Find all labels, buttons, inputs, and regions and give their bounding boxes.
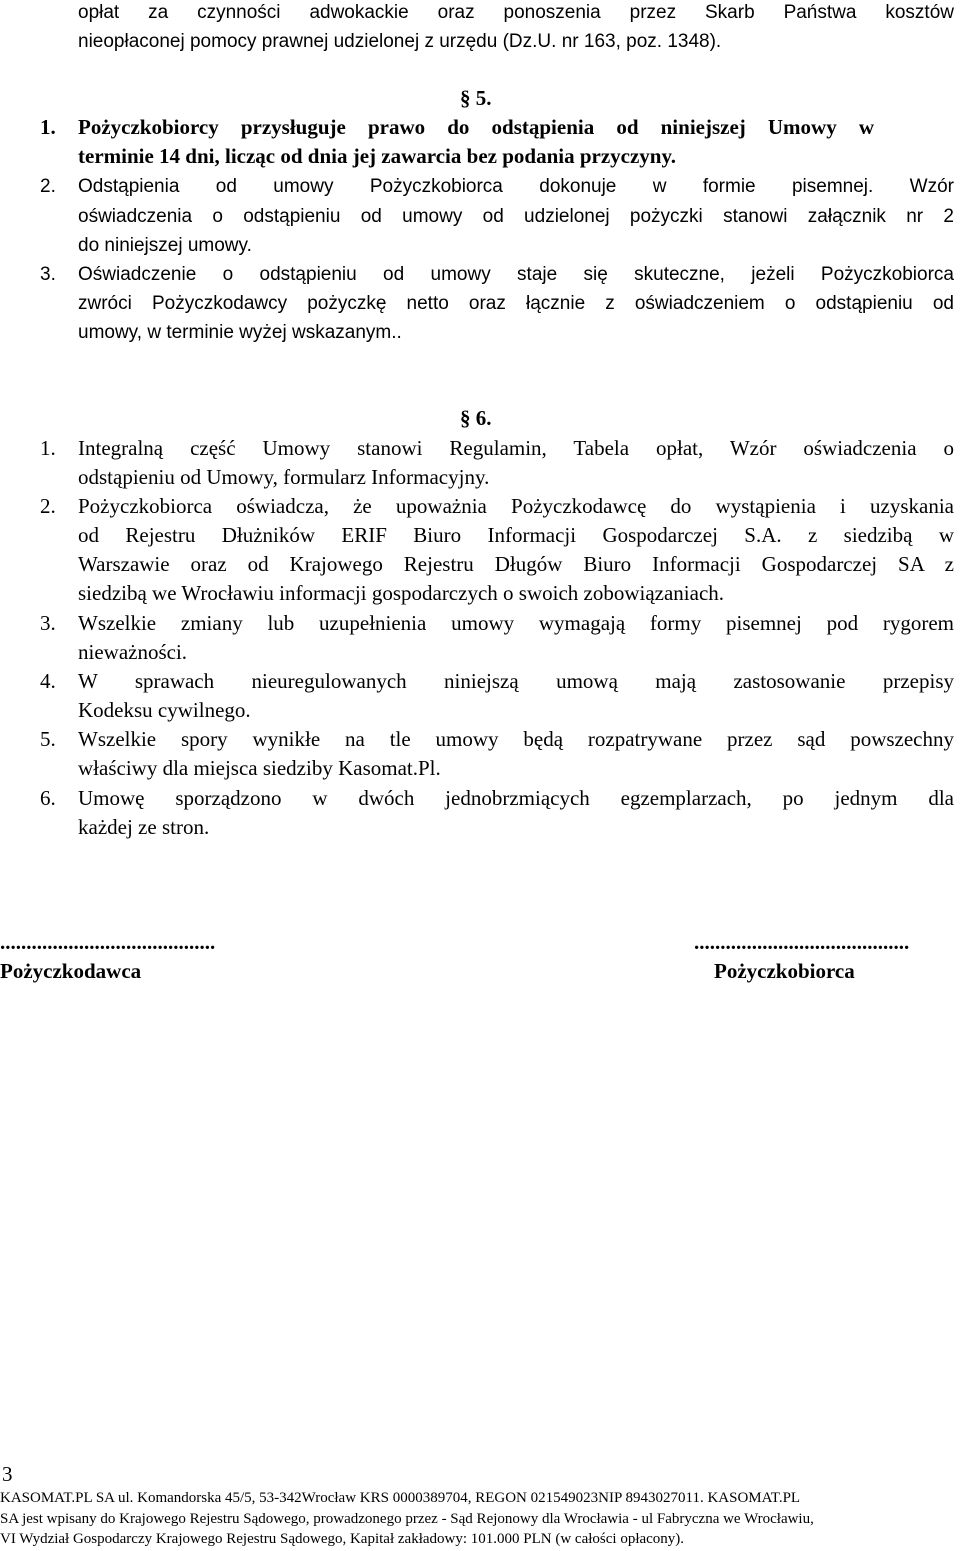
section-6-item-2-line-2: od Rejestru Dłużników ERIF Biuro Informacji Gospodarczej S.A. z siedzibą w bbox=[78, 523, 954, 547]
section-6-item-3-line-1: Wszelkie zmiany lub uzupełnienia umowy wymagają formy pisemnej pod rygorem bbox=[78, 611, 954, 635]
section-5-item-2-number: 2. bbox=[40, 176, 56, 197]
section-5-item-1-line-1: Pożyczkobiorcy przysługuje prawo do odstąpienia od niniejszej Umowy w bbox=[78, 115, 874, 139]
section-5-item-3-line-2: zwróci Pożyczkodawcy pożyczkę netto oraz łącznie z oświadczeniem o odstąpieniu od bbox=[78, 293, 954, 314]
section-5-item-1-number: 1. bbox=[40, 115, 56, 139]
section-5-item-3-line-1: Oświadczenie o odstąpieniu od umowy staje się skuteczne, jeżeli Pożyczkobiorca bbox=[78, 264, 954, 285]
section-5-item-2-line-3: do niniejszej umowy. bbox=[78, 235, 252, 256]
footer-line-1: KASOMAT.PL SA ul. Komandorska 45/5, 53-342Wrocław KRS 0000389704, REGON 021549023NIP 8943027011. KASOMAT.PL bbox=[0, 1490, 801, 1506]
section-6-item-1-line-2: odstąpieniu od Umowy, formularz Informacyjny. bbox=[78, 465, 490, 489]
section-5-item-1-line-2: terminie 14 dni, licząc od dnia jej zawarcia bez podania przyczyny. bbox=[78, 144, 677, 168]
section-6-item-2-line-4: siedzibą we Wrocławiu informacji gospodarczych o swoich zobowiązaniach. bbox=[78, 581, 725, 605]
section-6-item-6-line-1: Umowę sporządzono w dwóch jednobrzmiących egzemplarzach, po jednym dla bbox=[78, 786, 954, 810]
footer-line-3: VI Wydział Gospodarczy Krajowego Rejestru Sądowego, Kapitał zakładowy: 101.000 PLN (w całości opłacony). bbox=[0, 1531, 685, 1547]
section-5-item-2-line-2: oświadczenia o odstąpieniu od umowy od udzielonej pożyczki stanowi załącznik nr 2 bbox=[78, 206, 954, 227]
section-5-item-3-number: 3. bbox=[40, 264, 56, 285]
section-6-item-6-number: 6. bbox=[40, 786, 56, 810]
section-5-heading: § 5. bbox=[460, 86, 492, 110]
footer-line-2: SA jest wpisany do Krajowego Rejestru Sądowego, prowadzonego przez - Sąd Rejonowy dla Wrocławia - ul Fabryczna we Wrocławiu, bbox=[0, 1511, 814, 1527]
section-6-item-3-line-2: nieważności. bbox=[78, 640, 188, 664]
section-6-item-1-line-1: Integralną część Umowy stanowi Regulamin, Tabela opłat, Wzór oświadczenia o bbox=[78, 436, 954, 460]
section-5-item-2-line-1: Odstąpienia od umowy Pożyczkobiorca dokonuje w formie pisemnej. Wzór bbox=[78, 176, 954, 197]
section-6-item-5-line-1: Wszelkie spory wynikłe na tle umowy będą rozpatrywane przez sąd powszechny bbox=[78, 727, 954, 751]
borrower-signature-line: ......................................... bbox=[694, 930, 910, 954]
section-6-heading: § 6. bbox=[460, 406, 492, 430]
section-6-item-2-number: 2. bbox=[40, 494, 56, 518]
borrower-signature-label: Pożyczkobiorca bbox=[714, 959, 855, 983]
section-6-item-2-line-1: Pożyczkobiorca oświadcza, że upoważnia Pożyczkodawcę do wystąpienia i uzyskania bbox=[78, 494, 954, 518]
intro-line-1: opłat za czynności adwokackie oraz ponoszenia przez Skarb Państwa kosztów bbox=[78, 2, 954, 23]
section-5-item-3-line-3: umowy, w terminie wyżej wskazanym.. bbox=[78, 322, 402, 343]
page-number: 3 bbox=[2, 1462, 13, 1486]
section-6-item-5-line-2: właściwy dla miejsca siedziby Kasomat.Pl. bbox=[78, 756, 441, 780]
section-6-item-3-number: 3. bbox=[40, 611, 56, 635]
section-6-item-4-line-2: Kodeksu cywilnego. bbox=[78, 698, 251, 722]
section-6-item-5-number: 5. bbox=[40, 727, 56, 751]
section-6-item-4-number: 4. bbox=[40, 669, 56, 693]
section-6-item-1-number: 1. bbox=[40, 436, 56, 460]
section-6-item-2-line-3: Warszawie oraz od Krajowego Rejestru Długów Biuro Informacji Gospodarczej SA z bbox=[78, 552, 954, 576]
section-6-item-6-line-2: każdej ze stron. bbox=[78, 815, 210, 839]
section-6-item-4-line-1: W sprawach nieuregulowanych niniejszą umową mają zastosowanie przepisy bbox=[78, 669, 954, 693]
lender-signature-label: Pożyczkodawca bbox=[0, 959, 142, 983]
lender-signature-line: ......................................... bbox=[0, 930, 216, 954]
intro-line-2: nieopłaconej pomocy prawnej udzielonej z urzędu (Dz.U. nr 163, poz. 1348). bbox=[78, 31, 722, 52]
